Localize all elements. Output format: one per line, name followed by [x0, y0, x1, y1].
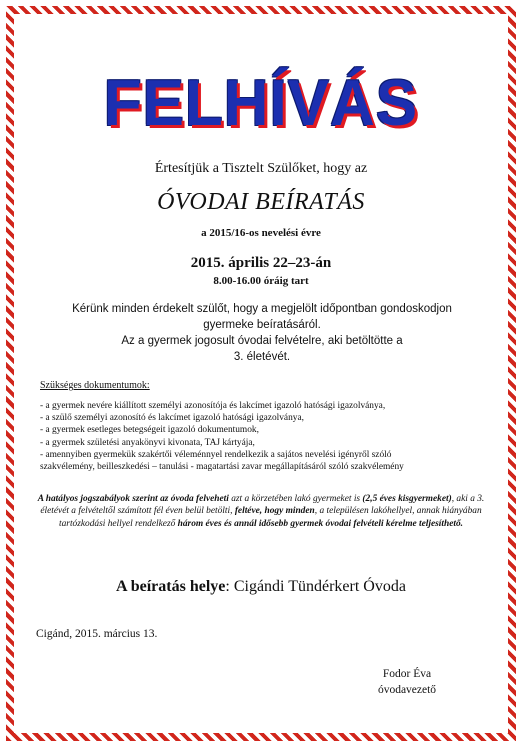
legal-notice-part: három éves és annál idősebb gyermek óvodai felvételi kérelme teljesíthető. — [177, 518, 463, 529]
document-item: - a gyermek születési anyakönyvi kivonata, TAJ kártyája, — [40, 437, 255, 448]
place-value: : Cigándi Tündérkert Óvoda — [225, 578, 406, 595]
signer-title: óvodavezető — [377, 684, 437, 696]
legal-notice-part: , a településen lakóhellyel, annak hiányában tartózkodási hellyel rendelkező — [59, 506, 482, 529]
signer-block — [372, 666, 442, 698]
legal-notice-part: A hatályos jogszabályok szerint az óvoda felveheti — [37, 494, 229, 504]
document-item: - a szülő személyi azonosító és lakcímet igazoló hatósági igazolványa, — [40, 413, 304, 424]
signer-name: Fodor Éva — [382, 668, 432, 680]
document-item: - a gyermek nevére kiállított személyi azonosítója és lakcímet igazoló hatósági igazolványa, — [40, 401, 386, 411]
legal-notice-part: feltéve, hogy minden — [234, 506, 315, 517]
document-item: - amennyiben gyermekük szakértői véleménnyel rendelkezik a sajátos nevelési igényről szóló — [40, 449, 392, 460]
enrollment-place — [0, 578, 522, 596]
place-label: A beíratás helye — [116, 578, 226, 595]
page-title: FELHÍVÁS — [103, 67, 419, 140]
enrollment-hours: 8.00-16.00 óráig tart — [213, 275, 309, 287]
notice-paragraph — [60, 301, 464, 365]
legal-notice-part: (2,5 éves kisgyermeket) — [362, 494, 452, 504]
documents-heading: Szükséges dokumentumok: — [40, 380, 150, 391]
legal-notice — [36, 493, 486, 530]
subtitle: ÓVODAI BEÍRATÁS — [157, 189, 365, 215]
legal-notice-part: azt a körzetében lakó gyermeket is — [228, 494, 363, 504]
intro-text: Értesítjük a Tisztelt Szülőket, hogy az — [154, 161, 368, 176]
paragraph-line: Kérünk minden érdekelt szülőt, hogy a megjelölt időpontban gondoskodjon — [72, 303, 452, 315]
paragraph-line: 3. életévét. — [233, 351, 291, 363]
document-item: szakvélemény, beilleszkedési – tanulási - magatartási zavar megállapításáról szóló szakvélemény — [40, 462, 404, 473]
legal-notice-part: , aki a 3. életévét a felvételtől számított fél éven belül betölti, — [40, 494, 485, 517]
documents-list — [40, 400, 488, 473]
paragraph-line: gyermeke beíratásáról. — [203, 319, 321, 331]
school-year: a 2015/16-os nevelési évre — [201, 227, 321, 239]
enrollment-date: 2015. április 22–23-án — [190, 255, 332, 271]
paragraph-line: Az a gyermek jogosult óvodai felvételre, aki betöltötte a — [121, 335, 403, 347]
signature-date: Cigánd, 2015. március 13. — [36, 628, 158, 640]
document-item: - a gyermek esetleges betegségeit igazoló dokumentumok, — [40, 425, 259, 436]
